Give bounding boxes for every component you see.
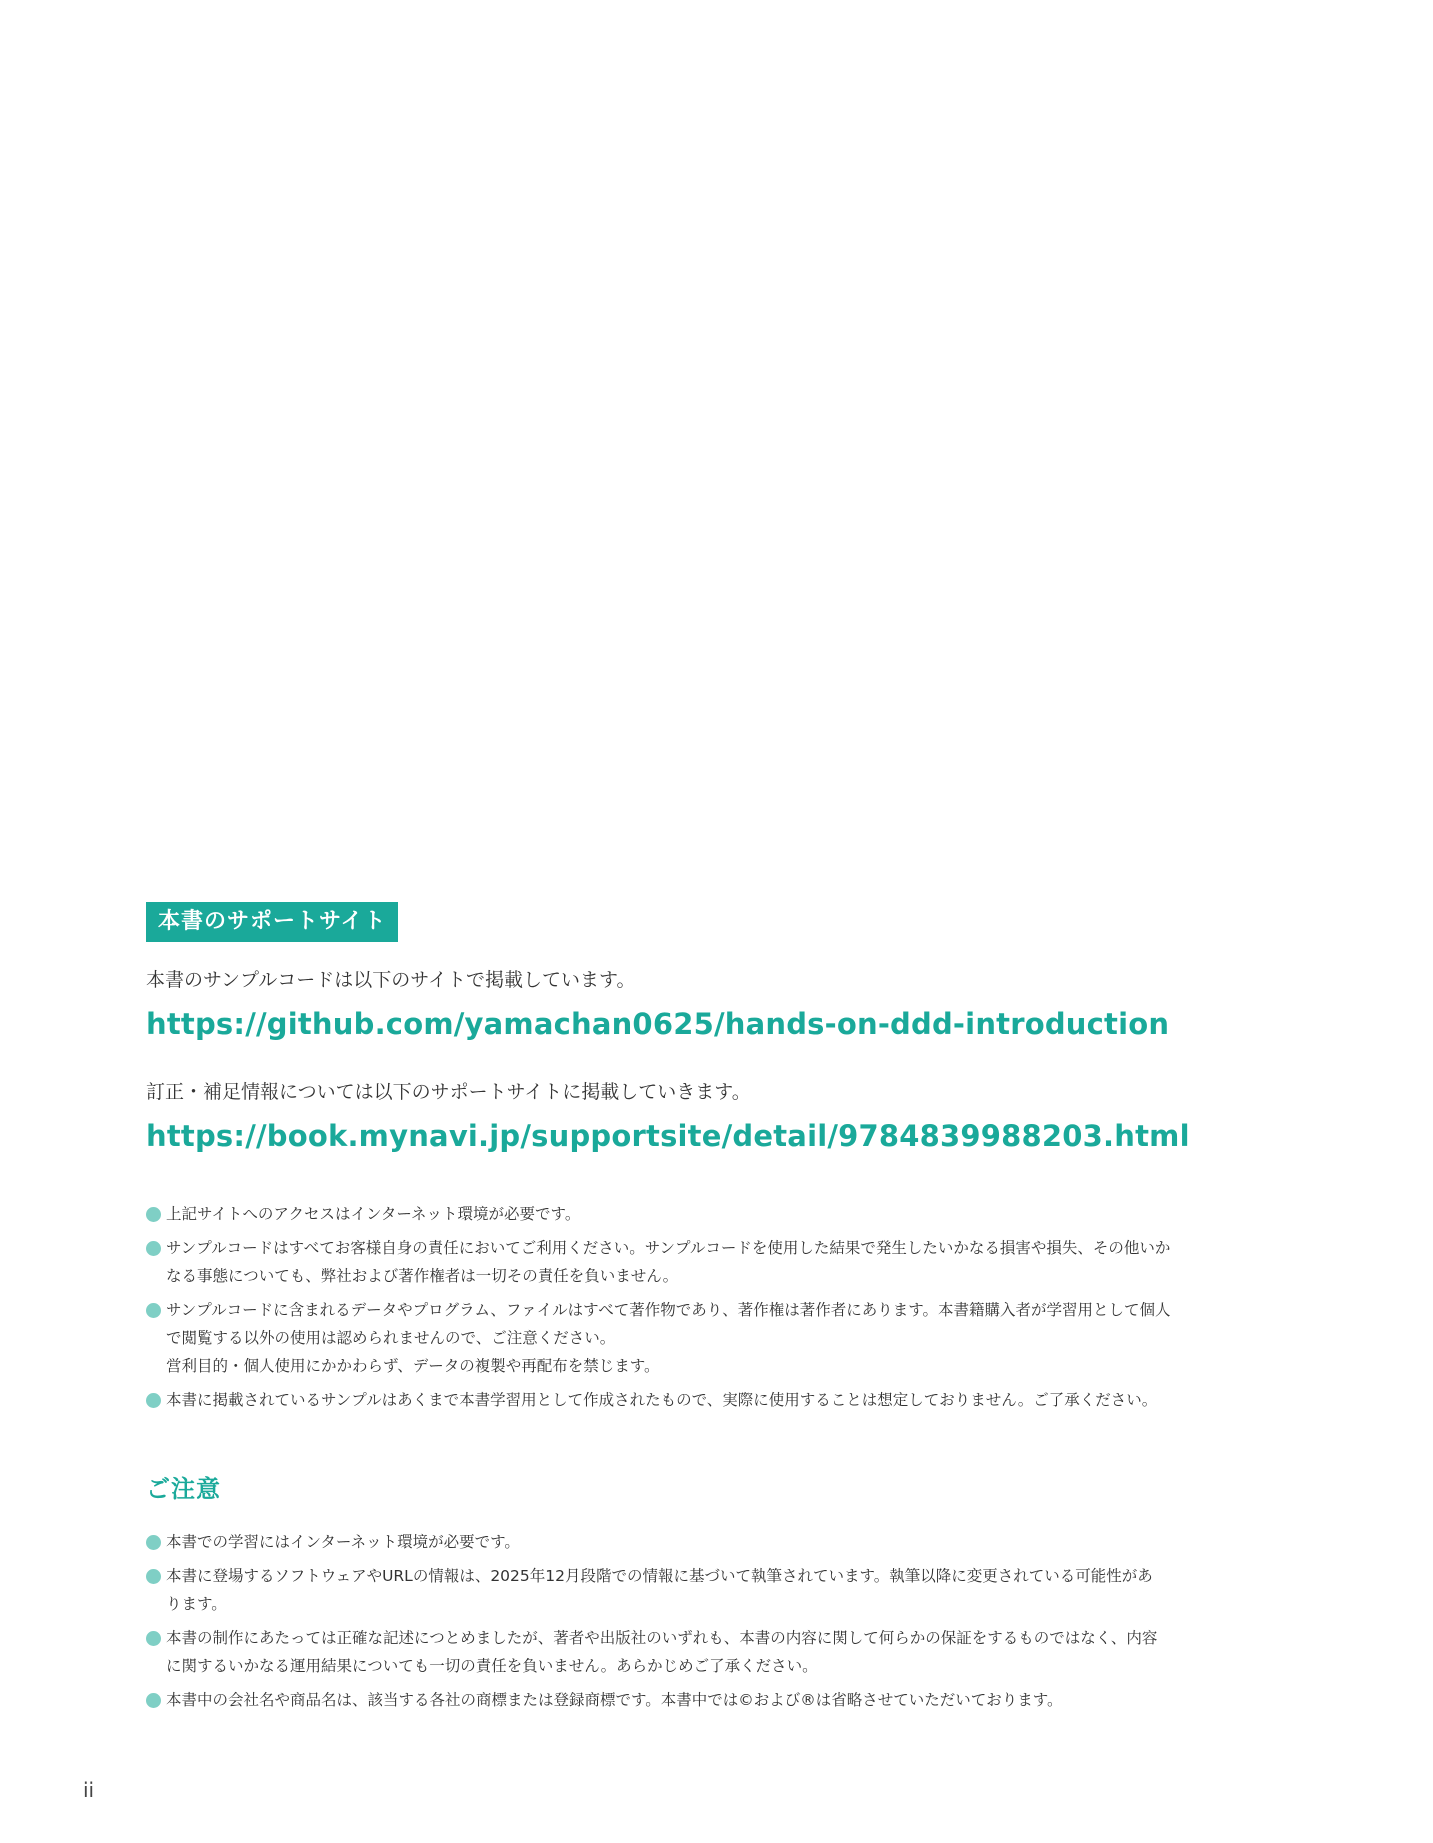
bullet-dot-icon	[146, 1693, 161, 1708]
caution-notes-list	[146, 1528, 1246, 1714]
note-line: 本書に登場するソフトウェアやURLの情報は、2025年12月段階での情報に基づいて執筆されています。執筆以降に変更されている可能性があ	[166, 1567, 1153, 1585]
list-item	[146, 1624, 1246, 1680]
bullet-dot-icon	[146, 1569, 161, 1584]
list-item	[146, 1296, 1246, 1380]
note-line: に関するいかなる運用結果についても一切の責任を負いません。あらかじめご了承ください。	[166, 1657, 818, 1675]
page-content	[146, 902, 1246, 1720]
note-line: サンプルコードはすべてお客様自身の責任においてご利用ください。サンプルコードを使用した結果で発生したいかなる損害や損失、その他いか	[166, 1239, 1171, 1257]
note-line: サンプルコードに含まれるデータやプログラム、ファイルはすべて著作物であり、著作権は著作者にあります。本書籍購入者が学習用として個人	[166, 1301, 1171, 1319]
note-line: ります。	[166, 1595, 227, 1613]
note-line: で閲覧する以外の使用は認められませんので、ご注意ください。	[166, 1329, 616, 1347]
bullet-dot-icon	[146, 1241, 161, 1256]
bullet-dot-icon	[146, 1393, 161, 1408]
list-item	[146, 1386, 1246, 1414]
note-line: 本書に掲載されているサンプルはあくまで本書学習用として作成されたもので、実際に使用することは想定しておりません。ご了承ください。	[166, 1391, 1158, 1409]
support-site-url-link[interactable]: https://book.mynavi.jp/supportsite/detail/9784839988203.html	[146, 1119, 1190, 1153]
note-line: 営利目的・個人使用にかかわらず、データの複製や再配布を禁じます。	[166, 1357, 660, 1375]
list-item	[146, 1200, 1246, 1228]
note-line: 本書中の会社名や商品名は、該当する各社の商標または登録商標です。本書中では©および®は省略させていただいております。	[166, 1691, 1063, 1709]
note-line: 本書の制作にあたっては正確な記述につとめましたが、著者や出版社のいずれも、本書の内容に関して何らかの保証をするものではなく、内容	[166, 1629, 1158, 1647]
caution-heading: ご注意	[146, 1475, 221, 1503]
page-number: ii	[83, 1778, 95, 1802]
list-item	[146, 1528, 1246, 1556]
support-notes-list	[146, 1200, 1246, 1414]
bullet-dot-icon	[146, 1303, 161, 1318]
note-line: なる事態についても、弊社および著作権者は一切その責任を負いません。	[166, 1267, 679, 1285]
support-site-heading: 本書のサポートサイト	[146, 902, 398, 942]
note-line: 上記サイトへのアクセスはインターネット環境が必要です。	[166, 1205, 581, 1223]
list-item	[146, 1234, 1246, 1290]
errata-intro: 訂正・補足情報については以下のサポートサイトに掲載していきます。	[146, 1081, 751, 1103]
bullet-dot-icon	[146, 1631, 161, 1646]
sample-code-url-link[interactable]: https://github.com/yamachan0625/hands-on-ddd-introduction	[146, 1007, 1170, 1041]
bullet-dot-icon	[146, 1535, 161, 1550]
note-line: 本書での学習にはインターネット環境が必要です。	[166, 1533, 520, 1551]
list-item	[146, 1686, 1246, 1714]
sample-code-intro: 本書のサンプルコードは以下のサイトで掲載しています。	[146, 969, 636, 991]
list-item	[146, 1562, 1246, 1618]
bullet-dot-icon	[146, 1207, 161, 1222]
